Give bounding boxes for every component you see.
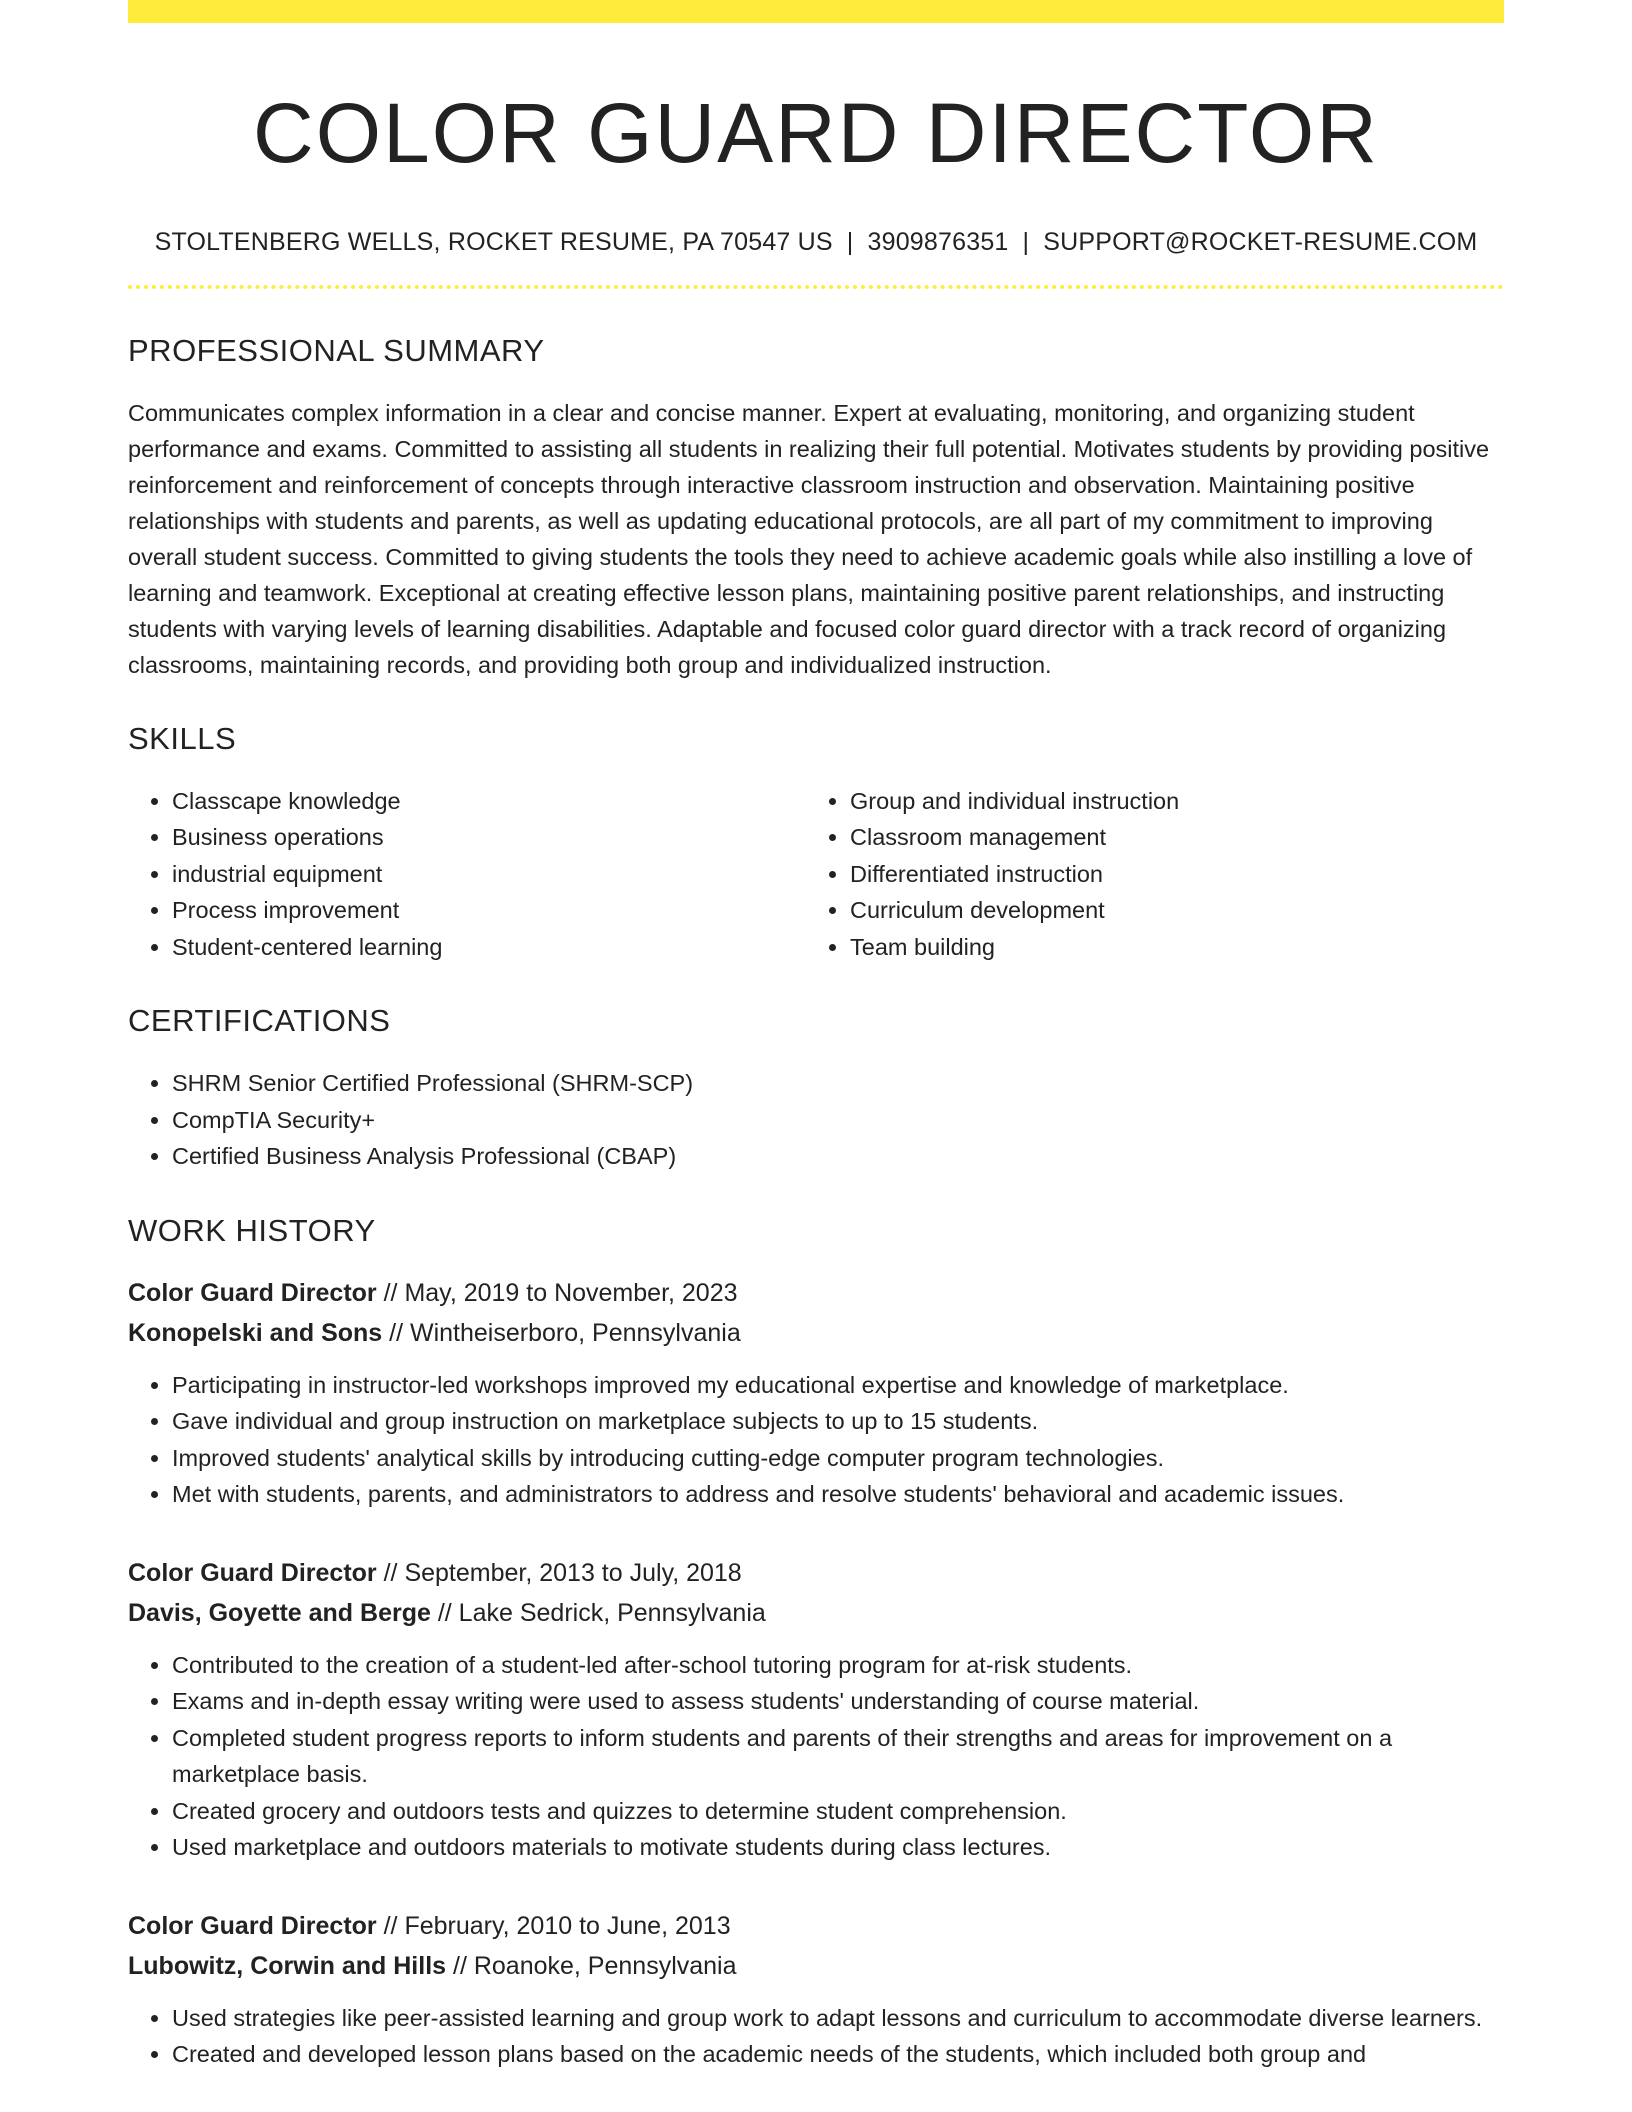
skill-item: • Classcape knowledge: [172, 783, 806, 820]
skill-item: • Process improvement: [172, 892, 806, 929]
summary-heading: PROFESSIONAL SUMMARY: [128, 332, 545, 368]
job-bullet: • Participating in instructor-led workshops improved my educational expertise and knowledge of marketplace.: [172, 1367, 1504, 1404]
skills-columns: [128, 783, 1504, 966]
skill-item: • Classroom management: [850, 819, 1484, 856]
contact-address: STOLTENBERG WELLS, ROCKET RESUME, PA 70547 US: [154, 227, 833, 256]
job-bullet: • Created and developed lesson plans based on the academic needs of the students, which included both group and: [172, 2036, 1504, 2073]
resume-title: COLOR GUARD DIRECTOR: [253, 86, 1379, 180]
resume-page: [128, 0, 1504, 2073]
certifications-heading: CERTIFICATIONS: [128, 1003, 391, 1039]
certification-item: • SHRM Senior Certified Professional (SHRM-SCP): [172, 1065, 1504, 1102]
dotted-divider: [128, 285, 1504, 289]
contact-separator: |: [846, 227, 854, 256]
job-bullet: • Improved students' analytical skills by introducing cutting-edge computer program technologies.: [172, 1440, 1504, 1477]
job-bullet: • Gave individual and group instruction on marketplace subjects to up to 15 students.: [172, 1403, 1504, 1440]
skill-item: • Business operations: [172, 819, 806, 856]
job-bullet: • Used strategies like peer-assisted learning and group work to adapt lessons and curriculum to accommodate diverse learners.: [172, 2000, 1504, 2037]
job-title: Color Guard Director: [128, 1558, 377, 1587]
job-entry: [128, 1553, 1504, 1866]
job-title-line: [128, 1553, 1504, 1593]
skill-item: • Differentiated instruction: [850, 856, 1484, 893]
skill-item: • Group and individual instruction: [850, 783, 1484, 820]
contact-line: [128, 228, 1504, 257]
certifications-list: [128, 1065, 1504, 1175]
certification-item: • CompTIA Security+: [172, 1102, 1504, 1139]
contact-phone: 3909876351: [867, 227, 1009, 256]
skill-item: • industrial equipment: [172, 856, 806, 893]
contact-email: SUPPORT@ROCKET-RESUME.COM: [1043, 227, 1478, 256]
job-dates: // February, 2010 to June, 2013: [383, 1911, 731, 1940]
certification-item: • Certified Business Analysis Professional (CBAP): [172, 1138, 1504, 1175]
skills-heading: SKILLS: [128, 720, 237, 756]
job-title: Color Guard Director: [128, 1911, 377, 1940]
job-bullet: • Used marketplace and outdoors materials to motivate students during class lectures.: [172, 1829, 1504, 1866]
summary-text: Communicates complex information in a clear and concise manner. Expert at evaluating, monitoring, and organizing student performance and exams. Committed to assisting all students in realizing their full potential. Motivates students by providing positive reinforcement and reinforcement of concepts through interactive classroom instruction and observation. Maintaining positive relationships with students and parents, as well as updating educational protocols, are all part of my commitment to improving overall student success. Committed to giving students the tools they need to achieve academic goals while also instilling a love of learning and teamwork. Exceptional at creating effective lesson plans, maintaining positive parent relationships, and instructing students with varying levels of learning disabilities. Adaptable and focused color guard director with a track record of organizing classrooms, maintaining records, and providing both group and individualized instruction.: [128, 399, 1490, 678]
job-title-line: [128, 1273, 1504, 1313]
job-location: // Wintheiserboro, Pennsylvania: [389, 1318, 741, 1347]
job-company: Konopelski and Sons: [128, 1318, 383, 1347]
skills-list-left: [128, 783, 806, 966]
job-bullets: [128, 1367, 1504, 1513]
skill-item: • Student-centered learning: [172, 929, 806, 966]
job-dates: // September, 2013 to July, 2018: [383, 1558, 742, 1587]
skill-item: • Curriculum development: [850, 892, 1484, 929]
job-title-line: [128, 1906, 1504, 1946]
job-company-line: [128, 1593, 1504, 1633]
job-bullet: • Met with students, parents, and administrators to address and resolve students' behavioral and academic issues.: [172, 1476, 1504, 1513]
job-company: Davis, Goyette and Berge: [128, 1598, 431, 1627]
job-location: // Lake Sedrick, Pennsylvania: [437, 1598, 766, 1627]
job-bullets: [128, 2000, 1504, 2073]
skill-item: • Team building: [850, 929, 1484, 966]
contact-separator: |: [1022, 227, 1030, 256]
job-bullet: • Contributed to the creation of a student-led after-school tutoring program for at-risk students.: [172, 1647, 1504, 1684]
job-bullet: • Created grocery and outdoors tests and quizzes to determine student comprehension.: [172, 1793, 1504, 1830]
job-company-line: [128, 1313, 1504, 1353]
work-history-heading: WORK HISTORY: [128, 1212, 376, 1248]
job-bullets: [128, 1647, 1504, 1866]
job-bullet: • Completed student progress reports to inform students and parents of their strengths and areas for improvement on a marketplace basis.: [172, 1720, 1504, 1793]
job-location: // Roanoke, Pennsylvania: [453, 1951, 737, 1980]
top-accent-bar: [128, 0, 1504, 23]
job-dates: // May, 2019 to November, 2023: [383, 1278, 738, 1307]
job-entry: [128, 1906, 1504, 2073]
job-company: Lubowitz, Corwin and Hills: [128, 1951, 447, 1980]
job-title: Color Guard Director: [128, 1278, 377, 1307]
job-bullet: • Exams and in-depth essay writing were used to assess students' understanding of course material.: [172, 1683, 1504, 1720]
job-entry: [128, 1273, 1504, 1513]
skills-list-right: [806, 783, 1484, 966]
job-company-line: [128, 1946, 1504, 1986]
